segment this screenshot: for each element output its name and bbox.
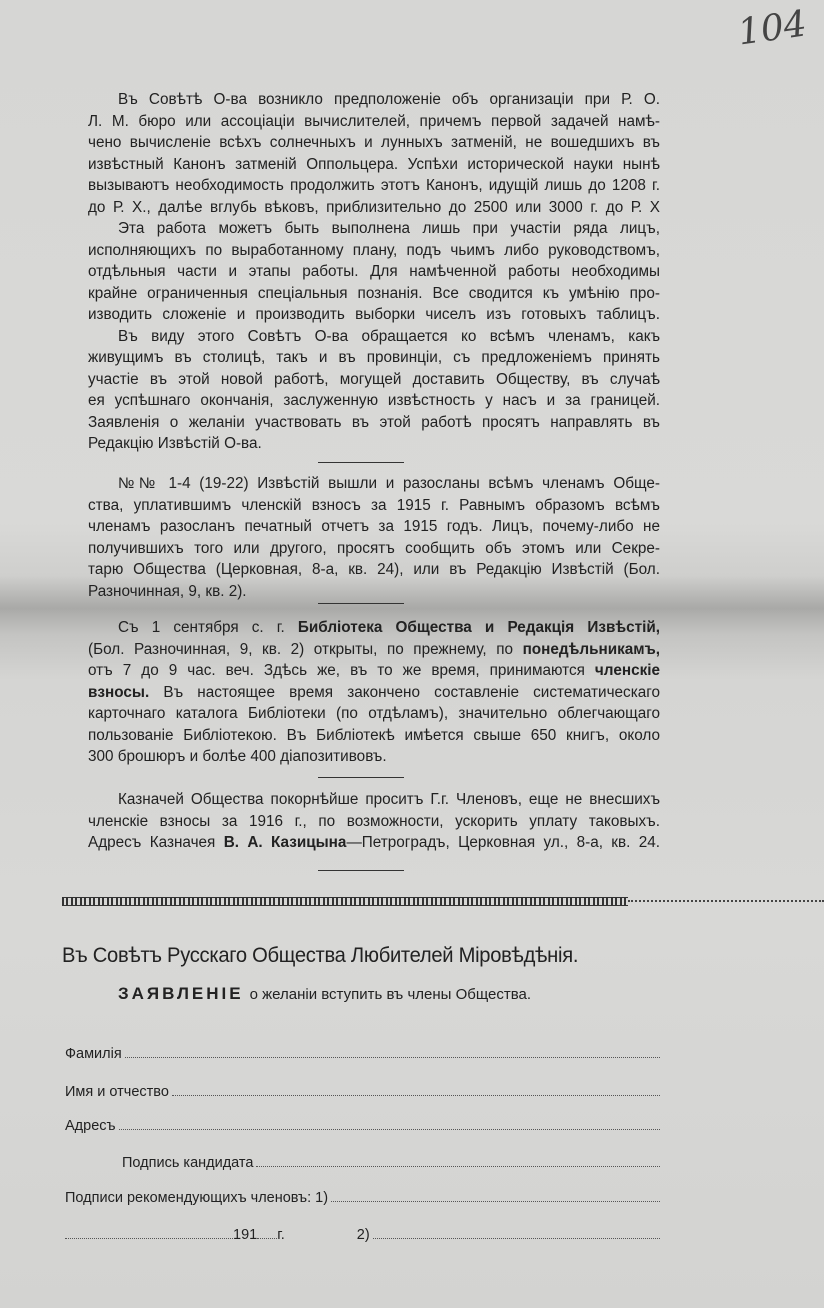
text-line <box>88 660 660 682</box>
bold-text: понедѣльникамъ, <box>522 640 660 658</box>
text-line: исполняющихъ по выработанному плану, подъ чьимъ либо руководствомъ, <box>88 241 660 259</box>
bold-text: В. А. Казицына <box>223 834 347 851</box>
text-line: извѣстный Канонъ затменій Оппольцера. Успѣхи исторической науки нынѣ <box>88 155 660 173</box>
subtitle-text: о желаніи вступить въ члены Общества. <box>249 986 532 1003</box>
field-label: Адресъ <box>65 1118 116 1134</box>
text-line: 300 брошюръ и болѣе 400 діапозитивовъ. <box>88 748 387 765</box>
text-line: чено вычисленіе всѣхъ солнечныхъ и лунныхъ затменій, не вошедшихъ въ <box>88 134 660 151</box>
field-label: Подпись кандидата <box>122 1155 254 1171</box>
text-line: изводить сложеніе и производить выборки чиселъ изъ готовыхъ таблицъ. <box>88 306 660 323</box>
text-line: отдѣльныя части и этапы работы. Для намѣченной работы необходимы <box>88 263 660 280</box>
text: (Бол. Разночинная, 9, кв. 2) открыты, по прежнему, по <box>88 640 523 658</box>
fill-line[interactable] <box>172 1083 660 1096</box>
text-line: ства, уплатившимъ членскій взносъ за 1915 г. Равнымъ образомъ всѣмъ <box>88 496 660 514</box>
text-line: карточнаго каталога Библіотеки (по отдѣламъ), значительно облегчающаго <box>88 705 660 722</box>
ornamental-cut-line <box>62 897 628 906</box>
text-line: №№ 1-4 (19-22) Извѣстій вышли и разосланы всѣмъ членамъ Обще- <box>118 475 660 492</box>
date-and-recommender-2-field[interactable] <box>65 1226 660 1243</box>
text-line: живущимъ въ столицѣ, такъ и въ провинціи, съ предложеніемъ принять <box>88 349 660 366</box>
fill-line[interactable] <box>256 1154 660 1167</box>
subtitle-bold: ЗАЯВЛЕНІЕ <box>118 984 244 1003</box>
field-label: 2) <box>356 1227 370 1243</box>
text: —Петроградъ, Церковная ул., 8-а, кв. 24. <box>346 834 660 851</box>
dotted-cut-line <box>628 900 824 902</box>
field-label: Имя и отчество <box>65 1084 169 1100</box>
paragraph-library <box>88 617 660 768</box>
text: Въ настоящее время закончено составленіе систематическаго <box>149 683 660 701</box>
text-line: ея успѣшнаго окончанія, заслуженную извѣстность у насъ и за границей. <box>88 392 660 409</box>
text-line: крайне ограниченныя спеціальныя познанія. Все сводится къ умѣнію про- <box>88 284 660 302</box>
text-line: получившихъ того или другого, просятъ сообщить объ этомъ или Секре- <box>88 539 660 557</box>
text-line: членскіе взносы за 1916 г., по возможности, ускорить уплату таковыхъ. <box>88 812 660 830</box>
paragraph-treasurer <box>88 789 660 854</box>
text-line: Въ виду этого Совѣтъ О-ва обращается ко всѣмъ членамъ, какъ <box>118 327 660 345</box>
field-label: 1) <box>315 1190 329 1206</box>
paragraph-issues <box>88 473 660 602</box>
field-label: Фамилія <box>65 1046 122 1062</box>
surname-field[interactable] <box>65 1045 660 1062</box>
text-line: Въ Совѣтѣ О-ва возникло предположеніе объ организаціи при Р. О. <box>118 91 660 108</box>
text-line <box>88 639 660 661</box>
fill-line[interactable] <box>373 1226 660 1239</box>
form-title: Въ Совѣтъ Русскаго Общества Любителей Міровѣдѣнія. <box>62 944 579 967</box>
form-subtitle <box>118 984 531 1004</box>
text: отъ 7 до 9 час. веч. Здѣсь же, въ то же время, принимаются <box>88 662 595 679</box>
text-line <box>88 832 660 854</box>
bold-text: Библіотека Общества и Редакція Извѣстій, <box>297 619 661 636</box>
text-line: Л. М. бюро или ассоціаціи вычислителей, причемъ первой задачей намѣ- <box>88 112 660 130</box>
fill-line[interactable] <box>125 1045 660 1058</box>
recommender-1-field[interactable] <box>65 1189 660 1206</box>
separator <box>318 870 404 871</box>
text-line <box>88 617 660 639</box>
fill-line[interactable] <box>331 1189 660 1202</box>
text-line: Казначей Общества покорнѣйше проситъ Г.г. Членовъ, еще не внесшихъ <box>118 791 660 808</box>
text-line: тарю Общества (Церковная, 8-а, кв. 24), или въ Редакцію Извѣстій (Бол. <box>88 561 660 578</box>
fill-line[interactable] <box>119 1117 660 1130</box>
date-fill-line[interactable] <box>65 1226 233 1239</box>
text-line <box>88 682 660 704</box>
text-line: Заявленія о желаніи участвовать въ этой работѣ просятъ направлять въ <box>88 413 660 431</box>
text-line: участіе въ этой новой работѣ, могущей доставить Обществу, въ случаѣ <box>88 370 660 388</box>
separator <box>318 777 404 778</box>
candidate-signature-field[interactable] <box>122 1154 660 1171</box>
text-line: членамъ разосланъ печатный отчетъ за 1915 годъ. Лицъ, почему-либо не <box>88 518 660 535</box>
separator <box>318 462 404 463</box>
year-suffix: г. <box>277 1227 285 1243</box>
text-line: до Р. Х., далѣе вглубь вѣковъ, приблизительно до 2500 или 3000 г. до Р. Х <box>88 198 660 216</box>
year-label: 191 <box>233 1227 258 1243</box>
text-line: вызываютъ необходимость продолжить этотъ Канонъ, идущій лишь до 1208 г. <box>88 177 660 194</box>
address-field[interactable] <box>65 1117 660 1134</box>
text-line: Эта работа можетъ быть выполнена лишь при участіи ряда лицъ, <box>118 220 660 237</box>
text-line: пользованіе Библіотекою. Въ Библіотекѣ имѣется свыше 650 книгъ, около <box>88 726 660 744</box>
text-line: Разночинная, 9, кв. 2). <box>88 582 247 600</box>
text: Съ 1 сентября с. г. <box>118 619 298 636</box>
separator <box>318 603 404 604</box>
paragraph-bureau <box>88 89 660 455</box>
text-line: Редакцію Извѣстій О-ва. <box>88 435 262 452</box>
text: Адресъ Казначея <box>88 834 224 851</box>
handwritten-page-number: 104 <box>735 3 810 54</box>
year-fill-line[interactable] <box>257 1226 277 1239</box>
name-field[interactable] <box>65 1083 660 1100</box>
field-label: Подписи рекомендующихъ членовъ: <box>65 1190 312 1206</box>
bold-text: взносы. <box>88 683 150 701</box>
bold-text: членскіе <box>594 662 660 679</box>
